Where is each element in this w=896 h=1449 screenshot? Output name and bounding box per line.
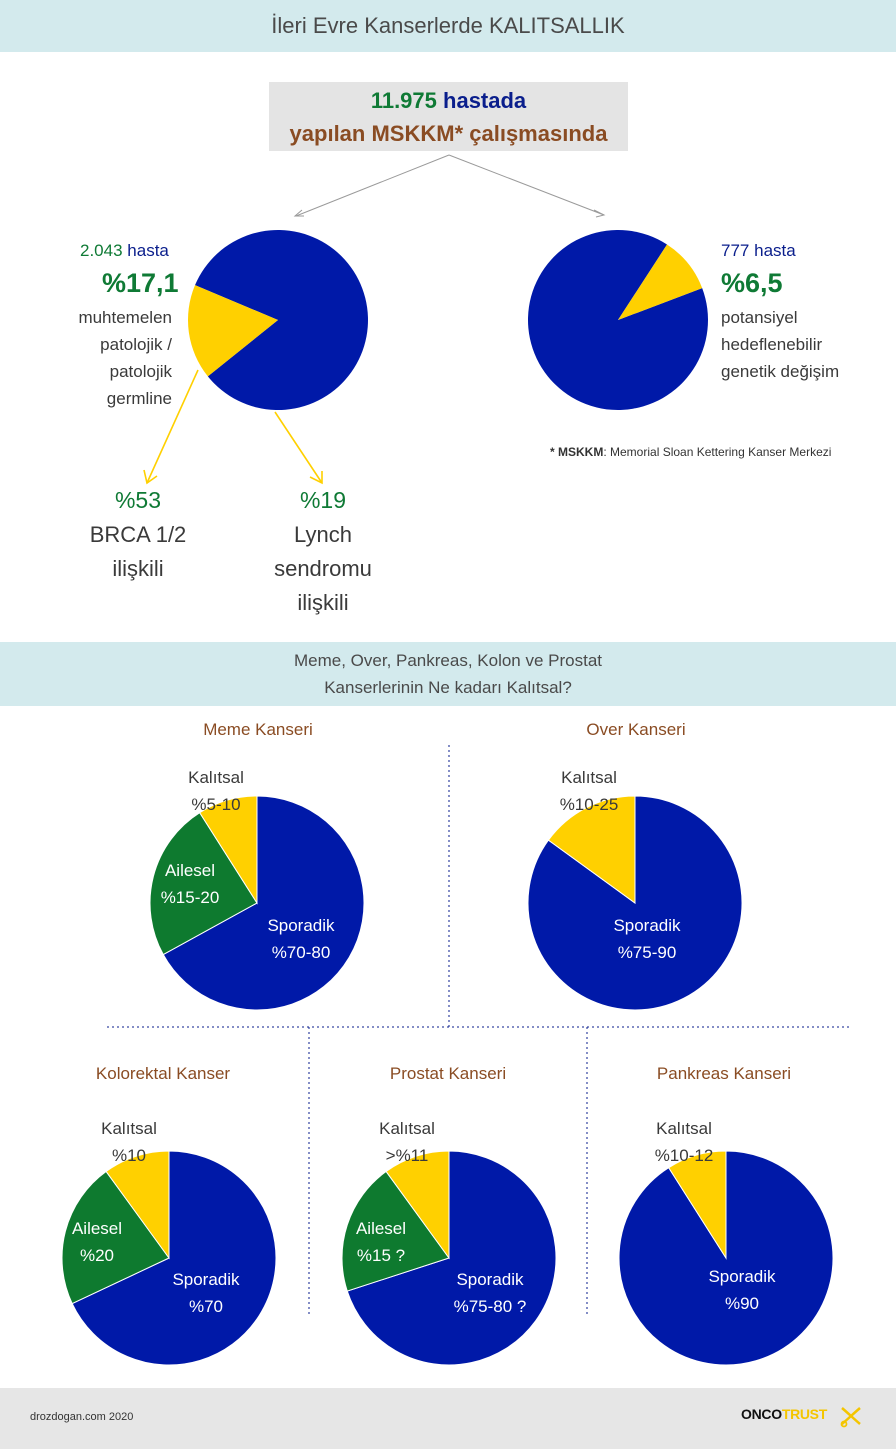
pie-2-value-ailesel: %15-20 xyxy=(160,888,220,907)
pie-3-value-sporadik: %75-90 xyxy=(617,943,677,962)
chart-title-pankreas: Pankreas Kanseri xyxy=(656,1064,792,1083)
brand-logo: ONCOTRUST xyxy=(741,1406,827,1422)
study-line2: yapılan MSKKM* çalışmasında xyxy=(289,121,608,146)
pie-5-label-sporadik: Sporadik xyxy=(456,1270,524,1289)
pie-4-value-sporadik: %70 xyxy=(188,1297,224,1316)
chart-title-prostat: Prostat Kanseri xyxy=(389,1064,507,1083)
pie-3-label-sporadik: Sporadik xyxy=(613,916,681,935)
pie-5-value-sporadik: %75-80 ? xyxy=(453,1297,527,1316)
pie-charts xyxy=(62,230,833,1365)
pie-3-value-kalitsal: %10-25 xyxy=(559,795,619,814)
sub-result-brca: %53 BRCA 1/2 ilişkili xyxy=(89,487,187,581)
footer-site: drozdogan.com 2020 xyxy=(30,1411,134,1423)
pie-6-value-kalitsal: %10-12 xyxy=(654,1146,714,1165)
pie-3-label-kalitsal: Kalıtsal xyxy=(561,768,617,787)
arrow-lynch-line xyxy=(275,412,322,483)
section-line1: Meme, Over, Pankreas, Kolon ve Prostat xyxy=(293,651,603,670)
pie-4-label-sporadik: Sporadik xyxy=(172,1270,240,1289)
pie-5-label-kalitsal: Kalıtsal xyxy=(379,1119,435,1138)
pie-2-value-kalitsal: %5-10 xyxy=(191,795,241,814)
footnote: * MSKKM: Memorial Sloan Kettering Kanser Merkezi xyxy=(550,445,832,459)
right-patients: 777 hasta xyxy=(721,241,796,260)
connector-line-left xyxy=(296,155,449,216)
pie-5-label-ailesel: Ailesel xyxy=(355,1219,407,1238)
pie-6-value-sporadik: %90 xyxy=(724,1294,760,1313)
pie-4-label-kalitsal: Kalıtsal xyxy=(101,1119,157,1138)
left-patients: 2.043 hasta xyxy=(80,241,169,260)
pie-4-value-ailesel: %20 xyxy=(79,1246,115,1265)
page-title: İleri Evre Kanserlerde KALITSALLIK xyxy=(271,13,625,38)
pie-2-label-kalitsal: Kalıtsal xyxy=(188,768,244,787)
pie-2-label-ailesel: Ailesel xyxy=(164,861,216,880)
pie-4-value-kalitsal: %10 xyxy=(111,1146,147,1165)
sub-result-lynch: %19 Lynch sendromu ilişkili xyxy=(274,487,372,615)
pie-6-label-sporadik: Sporadik xyxy=(708,1267,776,1286)
pie-5-value-kalitsal: >%11 xyxy=(385,1146,429,1165)
footer xyxy=(0,1388,896,1449)
right-percent: %6,5 xyxy=(721,268,783,298)
section-line2: Kanserlerinin Ne kadarı Kalıtsal? xyxy=(324,678,572,697)
pie-6-label-kalitsal: Kalıtsal xyxy=(656,1119,712,1138)
chart-title-over: Over Kanseri xyxy=(586,720,686,739)
left-description: muhtemelen patolojik / patolojik germline xyxy=(78,308,172,408)
pie-2-value-sporadik: %70-80 xyxy=(271,943,331,962)
dna-scissors-icon xyxy=(839,1404,863,1428)
connector-line-right xyxy=(449,155,604,215)
left-percent: %17,1 xyxy=(102,268,179,298)
arrow-brca-line xyxy=(147,370,198,483)
pie-4-label-ailesel: Ailesel xyxy=(71,1219,123,1238)
pie-2-label-sporadik: Sporadik xyxy=(267,916,335,935)
pie-5-value-ailesel: %15 ? xyxy=(356,1246,406,1265)
study-count: 11.975 xyxy=(370,88,437,113)
study-count-suffix: hastada xyxy=(443,88,527,113)
chart-title-kolorektal: Kolorektal Kanser xyxy=(95,1064,231,1083)
chart-title-meme: Meme Kanseri xyxy=(203,720,313,739)
right-description: potansiyel hedeflenebilir genetik değişim xyxy=(721,308,840,381)
